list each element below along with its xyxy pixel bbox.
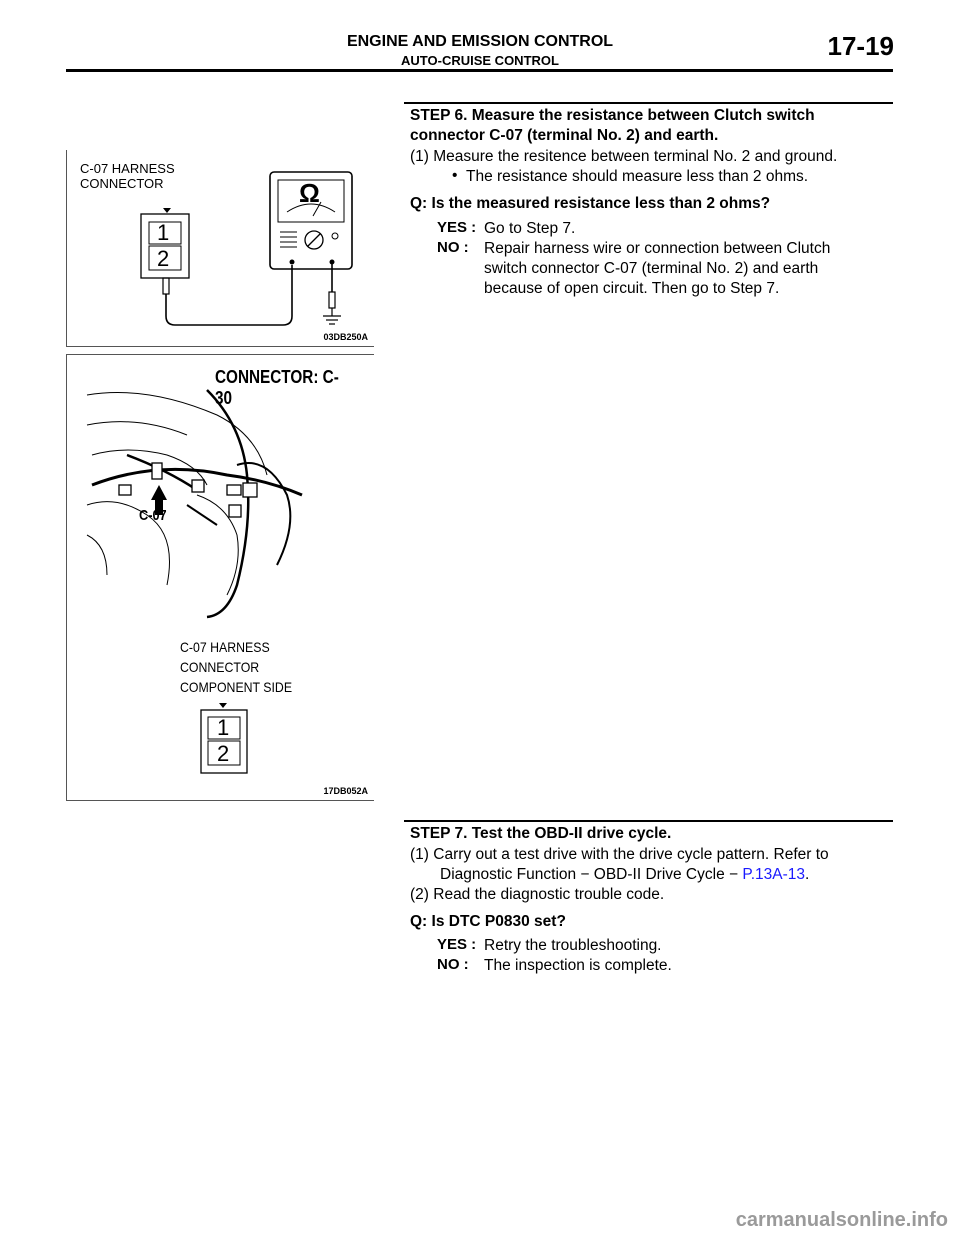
step7-no-text: The inspection is complete. [484,957,672,974]
step7-item-2: (2) Read the diagnostic trouble code. [410,886,665,903]
figure2-pin-2: 2 [217,741,230,766]
step6-bullet: The resistance should measure less than 2 ohms. [466,168,809,185]
step7-heading: STEP 7. Test the OBD-II drive cycle. [410,825,672,842]
figure2-pin-1: 1 [217,715,230,740]
figure1-label: C-07 HARNESS CONNECTOR [80,161,175,191]
step7-yes-text: Retry the troubleshooting. [484,937,662,954]
step6-yes-label: YES : [437,219,477,236]
step7-item-1: (1) Carry out a test drive with the drive cycle pattern. Refer to Diagnostic Function − OBD-II Drive Cycle − P.13A-13. [410,846,829,883]
header-rule [66,69,893,72]
figure-harness-connector-meter [66,150,374,347]
reference-link[interactable]: P.13A-13 [742,866,805,883]
watermark: carmanualsonline.info [735,1209,948,1231]
step7-rule [404,820,893,822]
step7-yes-label: YES : [437,936,477,953]
figure2-arrow-label: C-07 [139,507,167,524]
figure2-code: 17DB052A [323,786,368,796]
step6-heading: STEP 6. Measure the resistance between Clutch switch connector C-07 (terminal No. 2) and earth. [410,107,815,144]
section-title: ENGINE AND EMISSION CONTROL [346,33,614,50]
figure-connector-location [66,354,374,801]
page-number: 17-19 [827,31,894,61]
step7-question: Q: Is DTC P0830 set? [410,913,566,930]
figure1-pin-1: 1 [157,220,170,245]
step6-yes-text: Go to Step 7. [484,220,576,237]
step6-rule [404,102,893,104]
ohm-icon: Ω [299,178,320,208]
figure1-code: 03DB250A [323,332,368,342]
step6-question: Q: Is the measured resistance less than 2 ohms? [410,195,771,212]
step6-no-text: Repair harness wire or connection between Clutch switch connector C-07 (terminal No. 2) and earth because of open circuit. Then go to Step 7. [484,240,831,297]
figure2-title: CONNECTOR: C-30 [215,367,339,408]
step6-item-1: (1) Measure the resitence between terminal No. 2 and ground. [410,148,838,165]
figure2-label: C-07 HARNESS CONNECTOR COMPONENT SIDE [180,639,293,695]
figure1-drawing [67,150,374,346]
step7-no-label: NO : [437,956,469,973]
step6-no-label: NO : [437,239,469,256]
bullet-icon: • [452,167,458,184]
figure1-pin-2: 2 [157,246,170,271]
section-subtitle: AUTO-CRUISE CONTROL [401,53,559,68]
